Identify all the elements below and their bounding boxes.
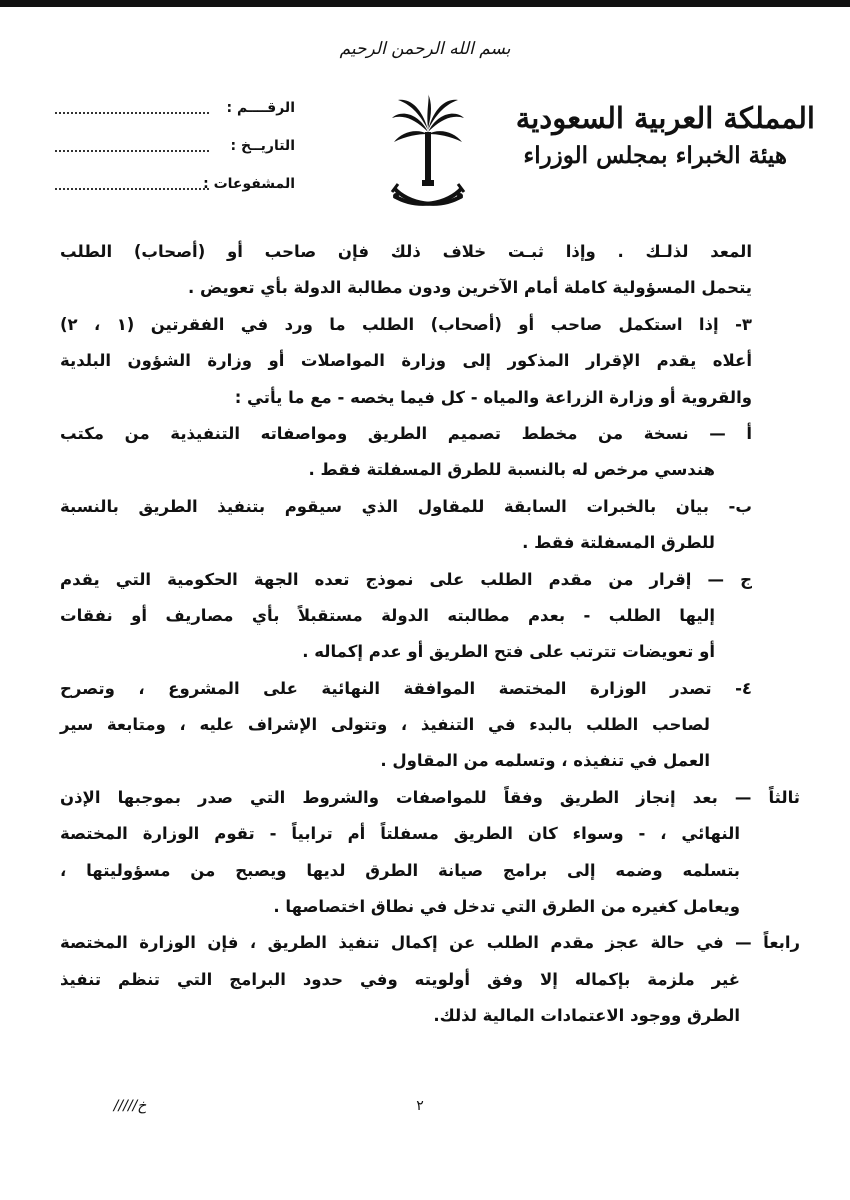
body-line: أو تعويضات تترتب على فتح الطريق أو عدم إكماله . <box>302 642 715 662</box>
body-line: لصاحب الطلب بالبدء في التنفيذ ، وتتولى الإشراف عليه ، ومتابعة سير <box>60 715 710 735</box>
body-line: ويعامل كغيره من الطرق التي تدخل في نطاق اختصاصها . <box>273 897 740 917</box>
body-line: يتحمل المسؤولية كاملة أمام الآخرين ودون مطالبة الدولة بأي تعويض . <box>187 278 752 298</box>
body-line: أعلاه يقدم الإقرار المذكور إلى وزارة المواصلات أو وزارة الشؤون البلدية <box>60 351 752 371</box>
body-line: النهائي ، - وسواء كان الطريق مسفلتاً أم ترابياً - تقوم الوزارة المختصة <box>60 824 740 844</box>
body-line: هندسي مرخص له بالنسبة للطرق المسفلتة فقط . <box>308 460 715 480</box>
org-line-kingdom: المملكة العربية السعودية <box>515 101 815 135</box>
body-line: رابعاً — في حالة عجز مقدم الطلب عن إكمال تنفيذ الطريق ، فإن الوزارة المختصة <box>60 933 800 953</box>
body-line: غير ملزمة بإكماله إلا وفق أولويته وفي حدود البرامج التي تنظم تنفيذ <box>60 969 740 989</box>
field-label: التاريــخ : <box>230 138 295 154</box>
body-line: ٤- تصدر الوزارة المختصة الموافقة النهائية على المشروع ، وتصرح <box>60 678 752 698</box>
field-label: الرقــــم : <box>226 100 295 116</box>
body-line: ٣- إذا استكمل صاحب أو (أصحاب) الطلب ما ورد في الفقرتين (١ ، ٢) <box>60 314 752 334</box>
reference-number-field <box>55 100 295 138</box>
body-line: للطرق المسفلتة فقط . <box>522 533 715 553</box>
dotted-blank <box>55 176 209 190</box>
body-line: أ — نسخة من مخطط تصميم الطريق ومواصفاته التنفيذية من مكتب <box>60 423 752 443</box>
org-line-bureau: هيئة الخبراء بمجلس الوزراء <box>523 142 787 169</box>
top-border <box>0 0 850 7</box>
page-number: ٢ <box>416 1098 424 1114</box>
field-label: المشفوعات : <box>203 176 295 192</box>
body-line: المعد لذلـك . وإذا ثبـت خلاف ذلك فإن صاحب أو (أصحاب) الطلب <box>60 242 752 261</box>
saudi-emblem-icon <box>388 92 468 222</box>
organization-name <box>515 98 815 174</box>
body-line: الطرق ووجود الاعتمادات المالية لذلك. <box>433 1006 740 1026</box>
body-line: ثالثاً — بعد إنجاز الطريق وفقاً للمواصفات والشروط التي صدر بموجبها الإذن <box>60 787 800 807</box>
body-line: بتسلمه وضمه إلى برامج صيانة الطرق لديها ويصبح من مسؤوليتها ، <box>60 860 740 880</box>
dotted-blank <box>55 138 209 152</box>
document-body <box>60 234 800 1035</box>
reference-fields <box>55 100 295 214</box>
body-line: ب- بيان بالخبرات السابقة للمقاول الذي سيقوم بتنفيذ الطريق بالنسبة <box>60 496 752 516</box>
body-line: العمل في تنفيذه ، وتسلمه من المقاول . <box>380 751 710 771</box>
body-line: والقروية أو وزارة الزراعة والمياه - كل فيما يخصه - مع ما يأتي : <box>234 387 752 407</box>
body-line: إليها الطلب - بعدم مطالبته الدولة مستقبلاً بأي مصاريف أو نفقات <box>60 605 715 625</box>
body-line: ج — إقرار من مقدم الطلب على نموذج تعده الجهة الحكومية التي يقدم <box>60 569 752 589</box>
basmala: بسم الله الرحمن الرحيم <box>339 39 511 59</box>
date-field <box>55 138 295 176</box>
attachments-field <box>55 176 295 214</box>
continuation-mark: /////خ <box>113 1098 147 1114</box>
dotted-blank <box>55 100 209 114</box>
